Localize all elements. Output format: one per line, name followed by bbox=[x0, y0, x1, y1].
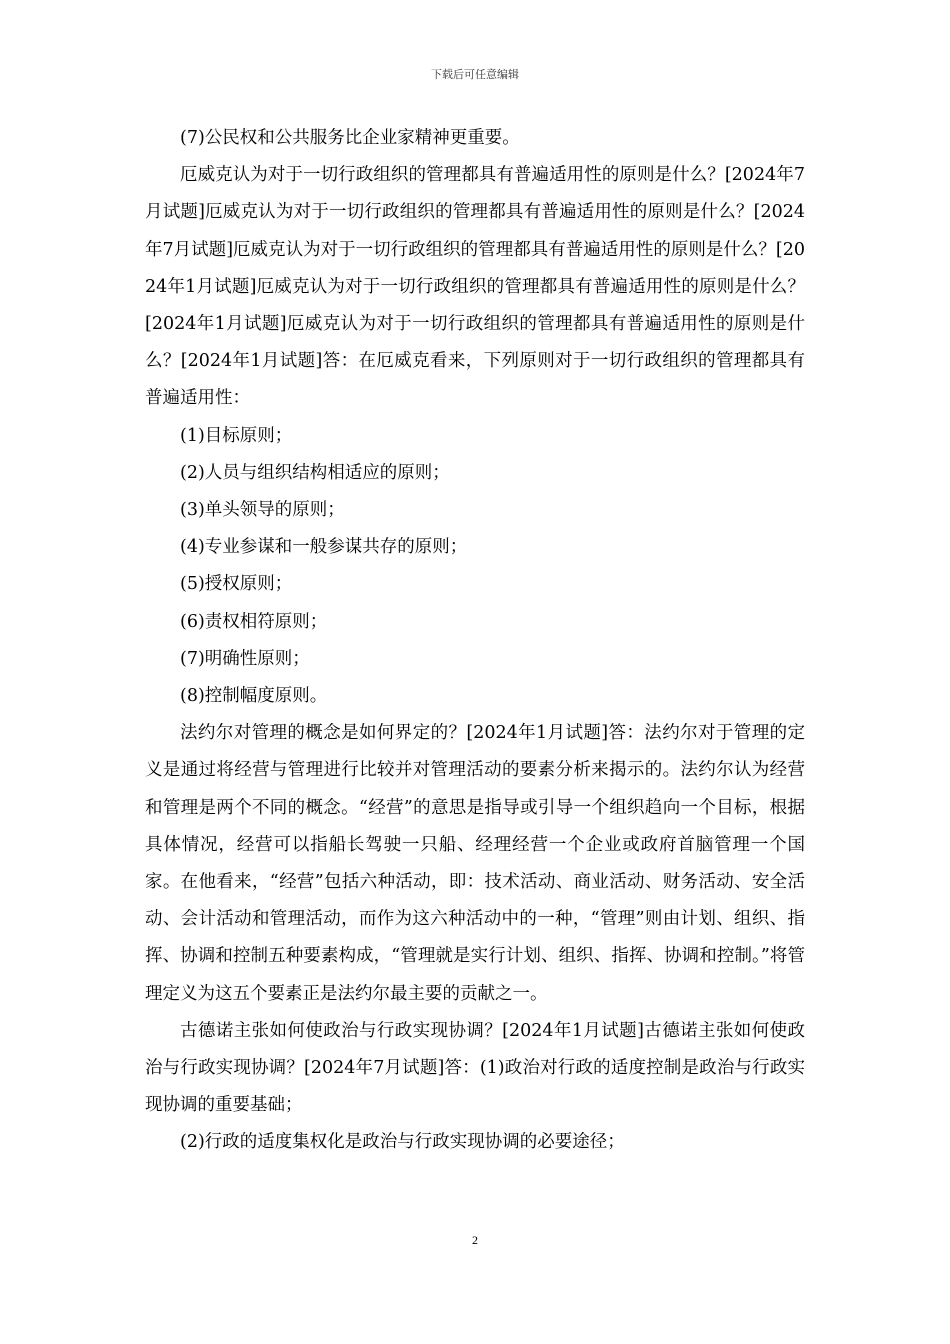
list-item-3: (3)单头领导的原则； bbox=[180, 500, 345, 521]
list-item-1: (1)目标原则； bbox=[180, 425, 293, 446]
document-body bbox=[145, 120, 805, 1162]
paragraph-3: 法约尔对管理的概念是如何界定的？[2024年1月试题]答：法约尔对于管理的定义是通过将经营与管理进行比较并对管理活动的要素分析来揭示的。法约尔认为经营和管理是两个不同的概念。“经营”的意思是指导或引导一个组织趋向一个目标，根据具体情况，经营可以指船长驾驶一只船、经理经营一个企业或政府首脑管理一个国家。在他看来，“经营”包括六种活动，即：技术活动、商业活动、财务活动、安全活动、会计活动和管理活动，而作为这六种活动中的一种，“管理”则由计划、组织、指挥、协调和控制五种要素构成，“管理就是实行计划、组织、指挥、协调和控制。”将管理定义为这五个要素正是法约尔最主要的贡献之一。 bbox=[145, 723, 805, 1004]
list-item-6: (6)责权相符原则； bbox=[180, 611, 328, 632]
paragraph-4: 古德诺主张如何使政治与行政实现协调？[2024年1月试题]古德诺主张如何使政治与行政实现协调？[2024年7月试题]答：(1)政治对行政的适度控制是政治与行政实现协调的重要基础； bbox=[145, 1020, 805, 1116]
paragraph-1: (7)公民权和公共服务比企业家精神更重要。 bbox=[180, 128, 520, 148]
list-item-2: (2)人员与组织结构相适应的原则； bbox=[180, 462, 450, 483]
list-item-8: (8)控制幅度原则。 bbox=[180, 686, 328, 707]
page-header-note: 下载后可任意编辑 bbox=[431, 68, 519, 81]
list-item-7: (7)明确性原则； bbox=[180, 648, 310, 669]
list-item-5: (5)授权原则； bbox=[180, 574, 293, 595]
paragraph-2: 厄威克认为对于一切行政组织的管理都具有普遍适用性的原则是什么？[2024年7月试题]厄威克认为对于一切行政组织的管理都具有普遍适用性的原则是什么？[2024年7月试题]厄威克认为对于一切行政组织的管理都具有普遍适用性的原则是什么？[2024年1月试题]厄威克认为对于一切行政组织的管理都具有普遍适用性的原则是什么？[2024年1月试题]厄威克认为对于一切行政组织的管理都具有普遍适用性的原则是什么？[2024年1月试题]答：在厄威克看来，下列原则对于一切行政组织的管理都具有普遍适用性： bbox=[145, 165, 805, 409]
list-item-4: (4)专业参谋和一般参谋共存的原则； bbox=[180, 537, 468, 558]
paragraph-5: (2)行政的适度集权化是政治与行政实现协调的必要途径； bbox=[180, 1132, 625, 1153]
page-number: 2 bbox=[472, 1233, 478, 1247]
